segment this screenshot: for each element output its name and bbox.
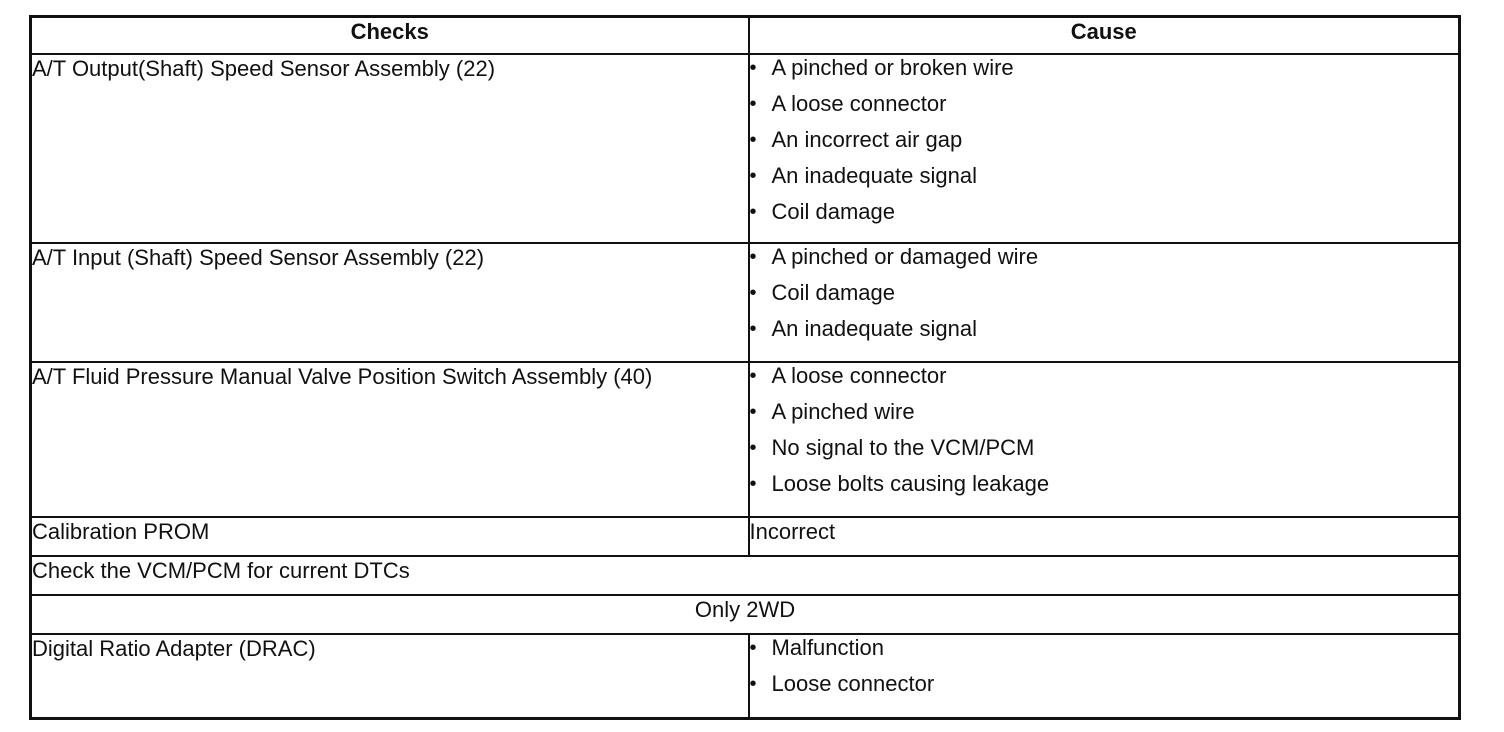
table-row <box>31 54 1460 243</box>
table-row <box>31 556 1460 595</box>
cause-item: • A pinched or broken wire <box>750 55 1459 91</box>
table-row <box>31 634 1460 719</box>
table-row <box>31 517 1460 556</box>
cause-item: • Coil damage <box>750 199 1459 235</box>
check-cell: Digital Ratio Adapter (DRAC) <box>31 634 749 719</box>
cause-cell: Incorrect <box>749 517 1460 556</box>
cause-item: • A pinched or damaged wire <box>750 244 1459 280</box>
cause-item: • A pinched wire <box>750 399 1459 435</box>
cause-cell <box>749 54 1460 243</box>
cause-cell <box>749 634 1460 719</box>
cause-cell <box>749 243 1460 362</box>
cause-list <box>750 363 1459 507</box>
diagnostic-table <box>29 15 1461 720</box>
check-cell: A/T Input (Shaft) Speed Sensor Assembly (22) <box>31 243 749 362</box>
cause-list <box>750 55 1459 235</box>
table-header-row <box>31 17 1460 55</box>
cause-item: • No signal to the VCM/PCM <box>750 435 1459 471</box>
cause-item: • Loose bolts causing leakage <box>750 471 1459 507</box>
note-cell: Check the VCM/PCM for current DTCs <box>31 556 1460 595</box>
cause-cell <box>749 362 1460 517</box>
cause-list <box>750 635 1459 707</box>
table-row <box>31 595 1460 634</box>
checks-column-header: Checks <box>31 17 749 55</box>
check-cell: Calibration PROM <box>31 517 749 556</box>
table-row <box>31 243 1460 362</box>
cause-item: • Coil damage <box>750 280 1459 316</box>
section-label-cell: Only 2WD <box>31 595 1460 634</box>
cause-column-header: Cause <box>749 17 1460 55</box>
cause-item: • An inadequate signal <box>750 316 1459 352</box>
cause-item: • A loose connector <box>750 363 1459 399</box>
cause-item: • Loose connector <box>750 671 1459 707</box>
check-cell: A/T Fluid Pressure Manual Valve Position Switch Assembly (40) <box>31 362 749 517</box>
cause-item: • An incorrect air gap <box>750 127 1459 163</box>
check-cell: A/T Output(Shaft) Speed Sensor Assembly (22) <box>31 54 749 243</box>
cause-list <box>750 244 1459 352</box>
table-row <box>31 362 1460 517</box>
cause-item: • A loose connector <box>750 91 1459 127</box>
cause-item: • An inadequate signal <box>750 163 1459 199</box>
cause-item: • Malfunction <box>750 635 1459 671</box>
